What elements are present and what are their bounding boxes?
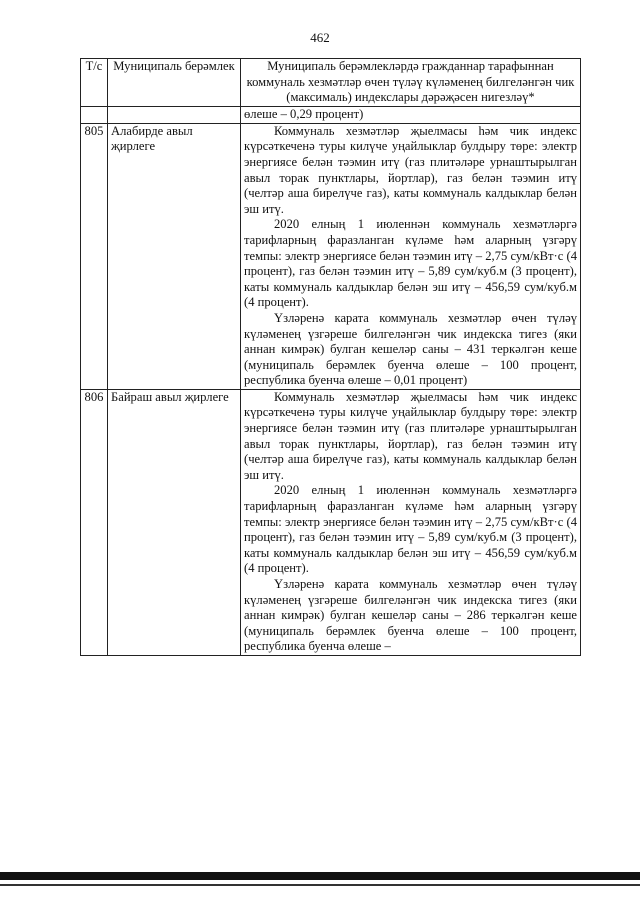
row-number: 806 (81, 389, 108, 655)
row-municipality: Байраш авыл җирлеге (108, 389, 241, 655)
continuation-text: өлеше – 0,29 процент) (241, 106, 581, 123)
header-number: Т/с (81, 59, 108, 107)
row-paragraph: 2020 елның 1 июленнән коммуналь хезмәтләргә тарифларның фаразланган күләме һәм аларның үзгәрү темпы: электр энергиясе белән тәэмин итү – 2,75 сум/кВт·с (4 процент), газ белән тәэмин итү – 5,89 сум/куб.м (3 процент), каты коммуналь калдыклар белән эш итү – 456,59 сум/куб.м (4 процент). (244, 217, 577, 310)
scan-border-bar (0, 872, 640, 880)
header-municipality: Муниципаль берәмлек (108, 59, 241, 107)
table-row (81, 123, 581, 389)
row-paragraph: Коммуналь хезмәтләр җыелмасы һәм чик индекс күрсәткеченә туры килүче уңайлыклар булдыру төре: электр энергиясе белән тәэмин итү (газ плитәләре урнаштырылган авыл торак пунктлары, йортлар), газ белән тәэмин итү (челтәр аша бирелүче газ), каты коммуналь калдыклар белән эш итү. (244, 123, 577, 216)
header-indices: Муниципаль берәмлекләрдә гражданнар тарафыннан коммуналь хезмәтләр өчен түләү күләменең билгеләнгән чик (максималь) индекслары дәрәҗәсен нигезләү* (241, 59, 581, 107)
table-row (81, 389, 581, 655)
row-paragraph: Үзләренә карата коммуналь хезмәтләр өчен түләү күләменең үзгәреше билгеләнгән чик индекска тигез (яки аннан кимрәк) булган кешеләр саны – 431 теркәлгән кеше (муниципаль берәмлек буенча өлеше – 100 процент, республика буенча өлеше – 0,01 процент) (244, 310, 577, 388)
row-indices (241, 123, 581, 389)
row-municipality: Алабирде авыл җирлеге (108, 123, 241, 389)
page-number: 462 (310, 30, 330, 45)
row-number: 805 (81, 123, 108, 389)
row-paragraph: Коммуналь хезмәтләр җыелмасы һәм чик индекс күрсәткеченә туры килүче уңайлыклар булдыру төре: электр энергиясе белән тәэмин итү (газ плитәләре урнаштырылган авыл торак пунктлары, йортлар), газ белән тәэмин итү (челтәр аша бирелүче газ), каты коммуналь калдыклар белән эш итү. (244, 389, 577, 482)
continuation-row (81, 106, 581, 123)
continuation-num-cell (81, 106, 108, 123)
scan-border-line (0, 884, 640, 886)
row-paragraph: 2020 елның 1 июленнән коммуналь хезмәтләргә тарифларның фаразланган күләме һәм аларның үзгәрү темпы: электр энергиясе белән тәэмин итү – 2,75 сум/кВт·с (4 процент), газ белән тәэмин итү – 5,89 сум/куб.м (3 процент), каты коммуналь калдыклар белән эш итү – 456,59 сум/куб.м (4 процент). (244, 483, 577, 576)
row-indices (241, 389, 581, 655)
row-paragraph: Үзләренә карата коммуналь хезмәтләр өчен түләү күләменең үзгәреше билгеләнгән чик индекска тигез (яки аннан кимрәк) булган кешеләр саны – 286 теркәлгән кеше (муниципаль берәмлек буенча өлеше – 100 процент, республика буенча өлеше – (244, 577, 577, 654)
indices-table (80, 58, 581, 656)
continuation-mun-cell (108, 106, 241, 123)
table-header-row (81, 59, 581, 107)
